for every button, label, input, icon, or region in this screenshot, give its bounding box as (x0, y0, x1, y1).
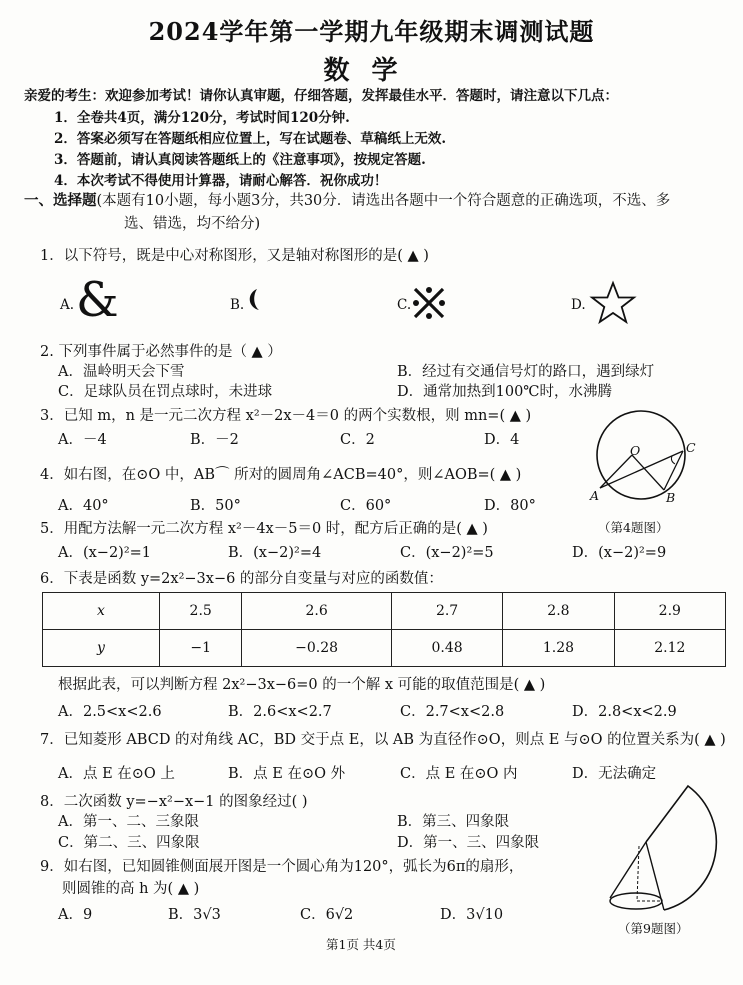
q6-stem: 6．下表是函数 y=2x²−3x−6 的部分自变量与对应的函数值： (40, 571, 443, 587)
q9-stem: 9．如右图，已知圆锥侧面展开图是一个圆心角为120°，弧长为6π的扇形， (40, 859, 524, 875)
q3-stem: 3．已知 m，n 是一元二次方程 x²－2x－4＝0 的两个实数根，则 mn=( ▲ ) (40, 408, 532, 424)
table-cell: −0.28 (242, 630, 392, 667)
q9-figure-caption: （第9题图） (618, 921, 689, 936)
cross-dots-symbol (411, 285, 447, 321)
intro-note-2: 2．答案必须写在答题纸相应位置上，写在试题卷、草稿纸上无效. (54, 131, 447, 147)
exam-title: 2024学年第一学期九年级期末调测试题 (148, 17, 595, 46)
q7-option-d: D．无法确定 (572, 766, 657, 782)
crescent-symbol (243, 287, 267, 313)
label-a: A (590, 488, 600, 503)
q9-option-a: A．9 (58, 907, 93, 923)
q6-option-c: C．2.7<x<2.8 (400, 704, 505, 720)
section1-title: 一、选择题 (24, 192, 97, 209)
q8-stem: 8．二次函数 y=−x²−x−1 的图象经过( ) (40, 794, 308, 810)
q2-option-b: B．经过有交通信号灯的路口，遇到绿灯 (397, 364, 655, 380)
table-cell: 1.28 (503, 630, 614, 667)
q7-option-c: C．点 E 在⊙O 内 (400, 766, 518, 782)
q3-option-d: D．4 (484, 432, 520, 448)
page-footer: 第1页 共4页 (326, 937, 396, 952)
label-o: O (630, 443, 641, 458)
q5-option-a: A．(x−2)²=1 (58, 545, 152, 561)
q2-stem: 2. 下列事件属于必然事件的是（ ▲ ） (40, 344, 282, 360)
label-b: B (666, 490, 676, 505)
q4-option-b: B．50° (190, 498, 241, 514)
table-row-x (43, 593, 726, 630)
intro-note-4: 4．本次考试不得使用计算器，请耐心解答．祝你成功！ (54, 173, 388, 189)
q6-option-b: B．2.6<x<2.7 (228, 704, 332, 720)
table-header-y: y (43, 630, 160, 667)
circle-figure-q4 (584, 408, 704, 508)
q6-followup: 根据此表，可以判断方程 2x²−3x−6=0 的一个解 x 可能的取值范围是( ▲ ) (58, 677, 546, 693)
q4-option-c: C．60° (340, 498, 392, 514)
q1-stem: 1．以下符号，既是中心对称图形，又是轴对称图形的是( ▲ ) (40, 248, 429, 264)
section1-desc-cont: 选、错选，均不给分) (124, 216, 261, 232)
table-cell: 2.9 (614, 593, 725, 630)
q4-stem: 4．如右图，在⊙O 中，AB⌒ 所对的圆周角∠ACB=40°，则∠AOB=( ▲ ) (40, 467, 522, 483)
q7-option-a: A．点 E 在⊙O 上 (58, 766, 175, 782)
subject-title: 数学 (323, 56, 420, 86)
q8-option-c: C．第二、三、四象限 (58, 835, 200, 851)
table-cell: 2.8 (503, 593, 614, 630)
q6-option-d: D．2.8<x<2.9 (572, 704, 677, 720)
q7-stem: 7．已知菱形 ABCD 的对角线 AC，BD 交于点 E，以 AB 为直径作⊙O，则点 E 与⊙O 的位置关系为( ▲ ) (40, 732, 726, 748)
q1-option-d: D. (571, 297, 586, 313)
q3-option-c: C．2 (340, 432, 375, 448)
q5-stem: 5．用配方法解一元二次方程 x²－4x－5＝0 时，配方后正确的是( ▲ ) (40, 521, 488, 537)
q2-option-c: C．足球队员在罚点球时，未进球 (58, 384, 273, 400)
q5-option-d: D．(x−2)²=9 (572, 545, 667, 561)
ampersand-symbol: & (76, 272, 119, 328)
cone-sector-figure (596, 784, 726, 924)
q5-option-b: B．(x−2)²=4 (228, 545, 322, 561)
q7-option-b: B．点 E 在⊙O 外 (228, 766, 346, 782)
q9-option-c: C．6√2 (300, 907, 354, 923)
table-cell: 0.48 (391, 630, 502, 667)
table-cell: 2.12 (614, 630, 725, 667)
table-cell: 2.7 (391, 593, 502, 630)
q2-option-a: A．温岭明天会下雪 (58, 364, 185, 380)
intro-greeting: 亲爱的考生：欢迎参加考试！请你认真审题，仔细答题，发挥最佳水平．答题时，请注意以下几点： (24, 88, 618, 104)
q1-option-c: C. (397, 297, 412, 313)
section1-desc: (本题有10小题，每小题3分，共30分．请选出各题中一个符合题意的正确选项，不选、多 (96, 193, 671, 209)
table-header-x: x (43, 593, 160, 630)
star-symbol (590, 281, 636, 325)
intro-note-3: 3．答题前，请认真阅读答题纸上的《注意事项》，按规定答题. (54, 152, 426, 168)
q9-stem-cont: 则圆锥的高 h 为( ▲ ) (62, 881, 200, 897)
q4-figure-caption: （第4题图） (598, 520, 669, 535)
q3-option-b: B．－2 (190, 432, 239, 448)
q9-option-b: B．3√3 (168, 907, 221, 923)
q4-option-a: A．40° (58, 498, 109, 514)
function-value-table (42, 592, 726, 667)
table-cell: 2.5 (160, 593, 242, 630)
q5-option-c: C．(x−2)²=5 (400, 545, 494, 561)
q8-option-d: D．第一、三、四象限 (397, 835, 540, 851)
label-c: C (686, 440, 696, 455)
section1-heading (24, 189, 670, 210)
table-row-y (43, 630, 726, 667)
q1-option-a: A. (60, 297, 75, 313)
q9-option-d: D．3√10 (440, 907, 504, 923)
table-cell: 2.6 (242, 593, 392, 630)
q2-option-d: D．通常加热到100℃时，水沸腾 (397, 384, 613, 400)
table-cell: −1 (160, 630, 242, 667)
q8-option-b: B．第三、四象限 (397, 814, 510, 830)
q1-option-b: B. (230, 297, 245, 313)
q6-option-a: A．2.5<x<2.6 (58, 704, 162, 720)
q4-option-d: D．80° (484, 498, 536, 514)
intro-note-1: 1．全卷共4页，满分120分，考试时间120分钟. (54, 110, 350, 126)
q8-option-a: A．第一、二、三象限 (58, 814, 199, 830)
q3-option-a: A．－4 (58, 432, 107, 448)
